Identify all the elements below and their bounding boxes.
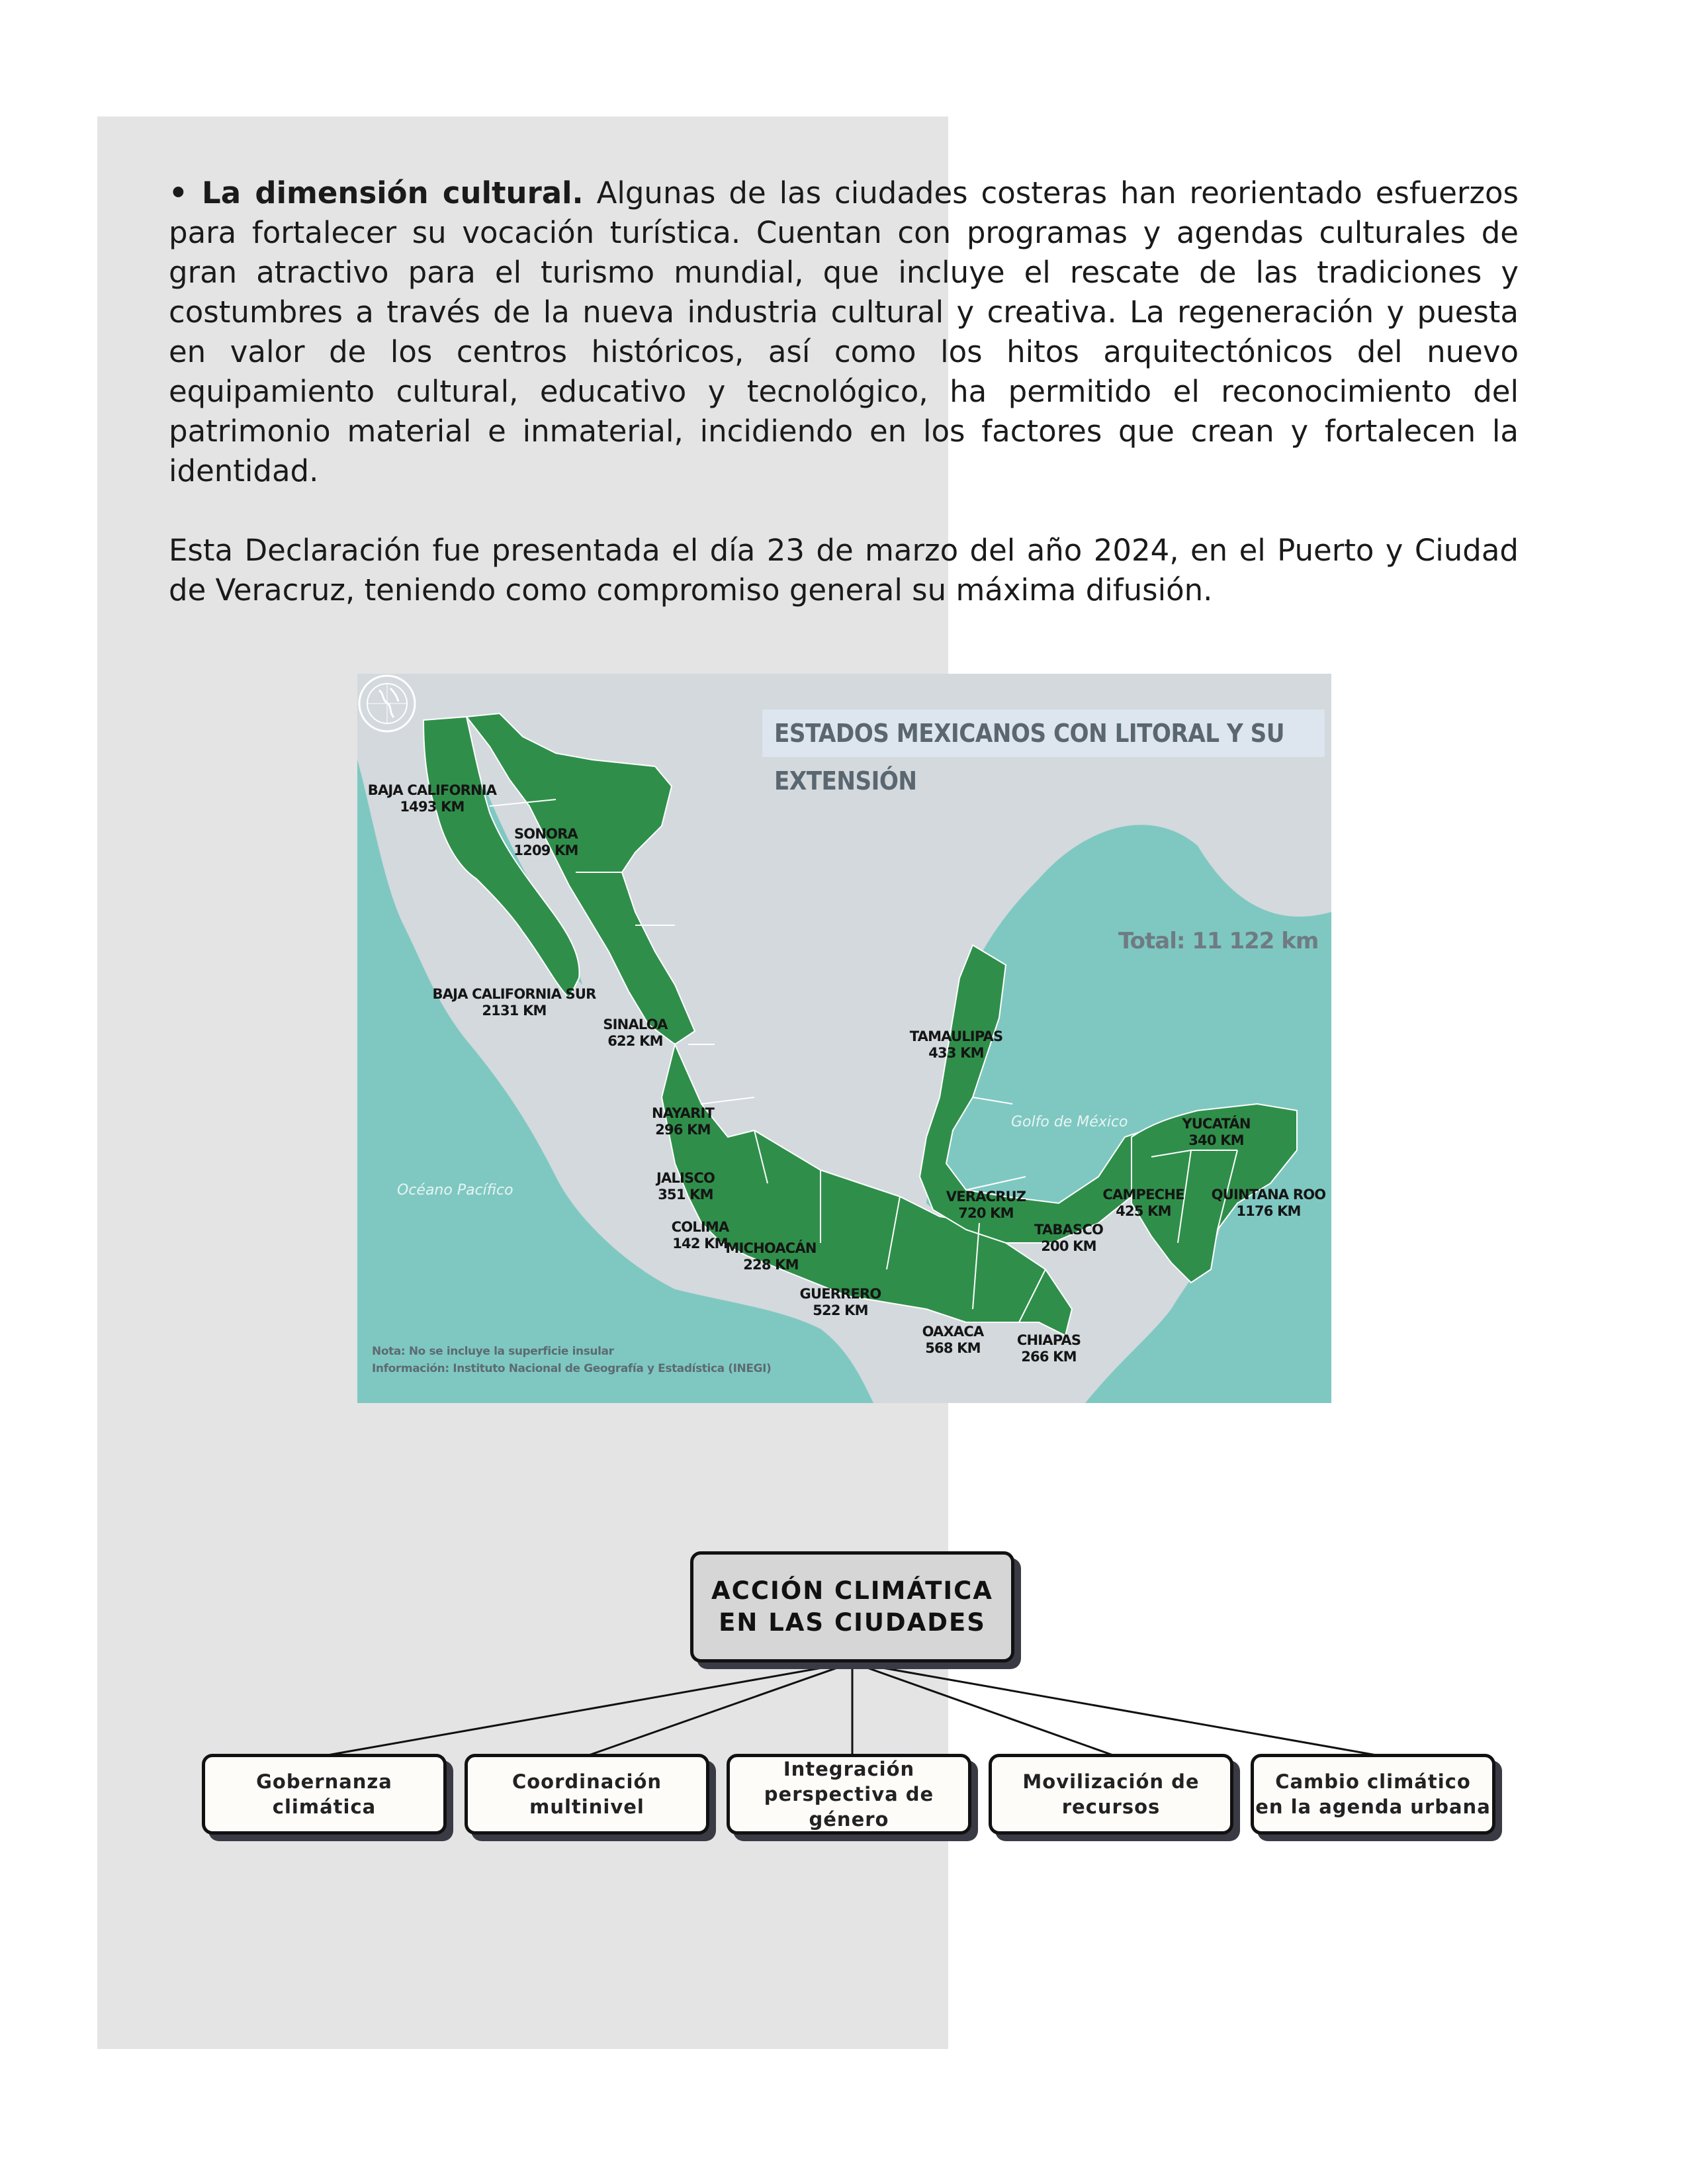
state-label bbox=[946, 1189, 1026, 1222]
node-line: en la agenda urbana bbox=[1255, 1796, 1491, 1818]
node-line: multinivel bbox=[529, 1796, 644, 1818]
state-label bbox=[513, 826, 578, 859]
paragraph-declaration: Esta Declaración fue presentada el día 23 de marzo del año 2024, en el Puerto y Ciudad de Veracruz, teniendo como compromiso general su máxima difusión. bbox=[169, 533, 1519, 608]
state-name: GUERRERO bbox=[799, 1286, 881, 1302]
state-km: 1176 KM bbox=[1236, 1203, 1301, 1219]
state-km: 568 KM bbox=[925, 1340, 981, 1356]
state-label bbox=[1102, 1187, 1184, 1220]
node-line: Movilización de bbox=[1022, 1770, 1200, 1793]
state-name: COLIMA bbox=[671, 1219, 729, 1235]
state-km: 1209 KM bbox=[513, 842, 578, 858]
node-line: recursos bbox=[1061, 1796, 1161, 1818]
state-name: CAMPECHE bbox=[1102, 1187, 1184, 1203]
state-name: BAJA CALIFORNIA SUR bbox=[432, 986, 596, 1002]
state-label bbox=[433, 986, 596, 1019]
root-line-2: EN LAS CIUDADES bbox=[719, 1608, 986, 1637]
state-label bbox=[800, 1286, 881, 1319]
state-name: MICHOACÁN bbox=[725, 1240, 817, 1256]
node-line: perspectiva de bbox=[764, 1783, 934, 1805]
map-note: Nota: No se incluye la superficie insular bbox=[372, 1345, 614, 1358]
node-line: Cambio climático bbox=[1275, 1770, 1471, 1793]
state-name: OAXACA bbox=[922, 1324, 984, 1340]
state-name: CHIAPAS bbox=[1016, 1332, 1081, 1348]
state-label bbox=[656, 1170, 715, 1203]
coastal-states-map bbox=[357, 674, 1331, 1403]
state-label bbox=[1212, 1187, 1326, 1220]
state-name: YUCATÁN bbox=[1182, 1116, 1251, 1132]
paragraph-heading: • La dimensión cultural. bbox=[169, 175, 584, 210]
node-line: Gobernanza bbox=[256, 1770, 392, 1793]
node-line: Integración bbox=[783, 1758, 915, 1780]
state-label bbox=[910, 1028, 1003, 1062]
map-total: Total: 11 122 km bbox=[1118, 928, 1319, 954]
paragraph-cultural-dimension bbox=[169, 173, 1519, 491]
state-km: 720 KM bbox=[958, 1205, 1014, 1221]
state-km: 340 KM bbox=[1188, 1132, 1244, 1148]
state-label bbox=[1017, 1332, 1081, 1365]
state-km: 433 KM bbox=[928, 1045, 984, 1061]
map-source: Información: Instituto Nacional de Geografía y Estadística (INEGI) bbox=[372, 1362, 772, 1375]
node-resources bbox=[989, 1754, 1233, 1835]
node-line: género bbox=[809, 1808, 889, 1831]
state-km: 266 KM bbox=[1021, 1349, 1077, 1365]
state-name: TABASCO bbox=[1034, 1222, 1103, 1238]
gulf-label: Golfo de México bbox=[1011, 1114, 1128, 1130]
node-line: climática bbox=[272, 1796, 377, 1818]
pacific-label: Océano Pacífico bbox=[397, 1182, 513, 1199]
state-label bbox=[672, 1219, 729, 1252]
state-label bbox=[922, 1324, 984, 1357]
climate-action-root-box bbox=[690, 1551, 1014, 1662]
state-name: QUINTANA ROO bbox=[1211, 1187, 1326, 1203]
state-km: 351 KM bbox=[658, 1187, 713, 1203]
state-name: NAYARIT bbox=[652, 1105, 714, 1121]
paragraph-body: Algunas de las ciudades costeras han reorientado esfuerzos para fortalecer su vocación turística. Cuentan con programas y agendas culturales de gran atractivo para el turismo mundial, que incluye el rescate de las tradiciones y costumbres a través de la nueva industria cultural y creativa. La regeneración y puesta en valor de los centros históricos, así como los hitos arquitectónicos del nuevo equipamiento cultural, educativo y tecnológico, ha permitido el reconocimiento del patrimonio material e inmaterial, incidiendo en los factores que crean y fortalecen la identidad. bbox=[169, 175, 1519, 488]
state-label bbox=[1034, 1222, 1103, 1255]
state-km: 296 KM bbox=[655, 1122, 711, 1138]
state-label bbox=[652, 1105, 714, 1138]
state-name: JALISCO bbox=[656, 1170, 715, 1186]
node-governance bbox=[202, 1754, 447, 1835]
state-name: SINALOA bbox=[603, 1017, 668, 1032]
state-name: SONORA bbox=[513, 826, 578, 842]
state-km: 1493 KM bbox=[400, 799, 465, 815]
state-label bbox=[1182, 1116, 1250, 1149]
body-text bbox=[169, 173, 1519, 650]
map-title: ESTADOS MEXICANOS CON LITORAL Y SU EXTENSIÓN bbox=[762, 709, 1325, 757]
state-label bbox=[368, 782, 497, 815]
state-km: 228 KM bbox=[743, 1257, 799, 1273]
root-line-1: ACCIÓN CLIMÁTICA bbox=[711, 1576, 993, 1605]
state-name: VERACRUZ bbox=[946, 1189, 1026, 1205]
node-urban-agenda bbox=[1251, 1754, 1495, 1835]
state-km: 622 KM bbox=[607, 1033, 663, 1049]
state-label bbox=[725, 1240, 816, 1273]
state-label bbox=[603, 1017, 667, 1050]
state-km: 200 KM bbox=[1041, 1238, 1096, 1254]
state-name: TAMAULIPAS bbox=[909, 1028, 1003, 1044]
state-name: BAJA CALIFORNIA bbox=[367, 782, 497, 798]
state-km: 2131 KM bbox=[482, 1003, 547, 1019]
state-km: 522 KM bbox=[813, 1302, 868, 1318]
node-multilevel bbox=[465, 1754, 709, 1835]
globe-emblem-icon bbox=[357, 674, 417, 733]
state-km: 142 KM bbox=[672, 1236, 728, 1251]
node-gender bbox=[727, 1754, 971, 1835]
state-km: 425 KM bbox=[1116, 1203, 1171, 1219]
node-line: Coordinación bbox=[511, 1770, 662, 1793]
